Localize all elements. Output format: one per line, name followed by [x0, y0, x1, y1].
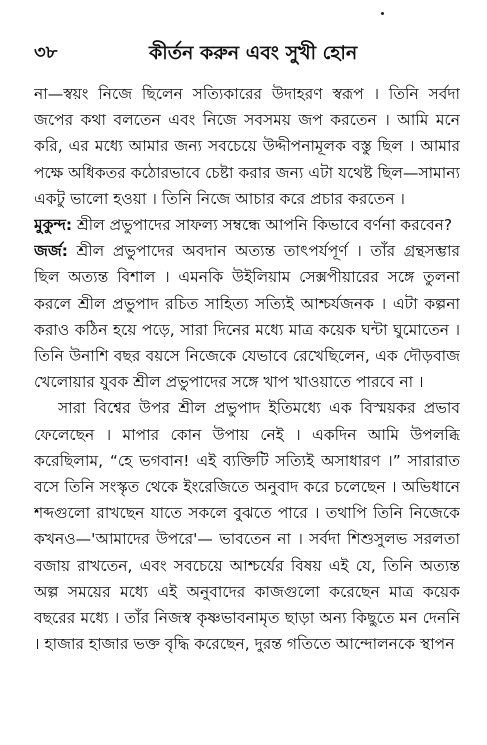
- question-paragraph: [34, 212, 460, 238]
- page-body: [34, 81, 460, 731]
- answer-paragraph: [34, 238, 460, 395]
- question-text: শ্রীল প্রভুপাদের সাফল্য সম্বন্ধে আপনি কিভাবে বর্ণনা করবেন?: [72, 216, 453, 235]
- answer-speaker: জর্জ:: [34, 242, 68, 261]
- running-title: কীর্তন করুন এবং সুখী হোন: [149, 42, 358, 64]
- page-header: [34, 40, 464, 66]
- ink-speck: [381, 12, 384, 15]
- answer-text: শ্রীল প্রভুপাদের অবদান অত্যন্ত তাৎপর্যপূর্ণ । তাঁর গ্রন্থসম্ভার ছিল অত্যন্ত বিশাল । এমনকি উইলিয়াম সেক্সপীয়ারের সঙ্গে তুলনা করলে শ্রীল প্রভুপাদ রচিত সাহিত্য সত্যিই আশ্চর্যজনক । এটা কল্পনা করাও কঠিন হয়ে পড়ে, সারা দিনের মধ্যে মাত্র কয়েক ঘন্টা ঘুমোতেন । তিনি উনাশি বছর বয়সে নিজেকে যেভাবে রেখেছিলেন, এক দৌড়বাজ খেলোয়ার যুবক শ্রীল প্রভুপাদের সঙ্গে খাপ খাওয়াতে পারবে না ।: [34, 242, 460, 392]
- page-number: ৩৮: [34, 42, 58, 63]
- question-speaker: মুকুন্দ:: [34, 216, 73, 235]
- paragraph-1: না—স্বয়ং নিজে ছিলেন সত্যিকারের উদাহরণ স্বরূপ । তিনি সর্বদা জপের কথা বলতেন এবং নিজে সবসময় জপ করতেন । আমি মনে করি, এর মধ্যে আমার জন্য সবচেয়ে উদ্দীপনামূলক বস্তু ছিল । আমার পক্ষে অধিকতর কঠোরভাবে চেষ্টা করার জন্য এটা যথেষ্ট ছিল—সামান্য একটু ভালো হওয়া । তিনি নিজে আচার করে প্রচার করতেন ।: [34, 85, 460, 208]
- paragraph-2: সারা বিশ্বের উপর শ্রীল প্রভুপাদ ইতিমধ্যে এক বিস্ময়কর প্রভাব ফেলেছেন । মাপার কোন উপায় নেই । একদিন আমি উপলব্ধি করেছিলাম, “হে ভগবান! এই ব্যক্তিটি সত্যিই অসাধারণ ।” সারারাত বসে তিনি সংস্কৃত থেকে ইংরেজিতে অনুবাদ করে চলেছেন । অভিধানে শব্দগুলো রাখছেন যাতে সকলে বুঝতে পারে । তথাপি তিনি নিজেকে কখনও—'আমাদের উপরে'— ভাবতেন না । সর্বদা শিশুসুলভ সরলতা বজায় রাখতেন, এবং সবচেয়ে আশ্চর্যের বিষয় এই যে, তিনি অত্যন্ত অল্প সময়ের মধ্যে এই অনুবাদের কাজগুলো করেছেন মাত্র কয়েক বছরের মধ্যে । তাঁর নিজস্ব কৃষ্ণভাবনামৃত ছাড়া অন্য কিছুতে মন দেননি । হাজার হাজার ভক্ত বৃদ্ধি করেছেন, দুরন্ত গতিতে আন্দোলনকে স্থাপন: [34, 399, 460, 654]
